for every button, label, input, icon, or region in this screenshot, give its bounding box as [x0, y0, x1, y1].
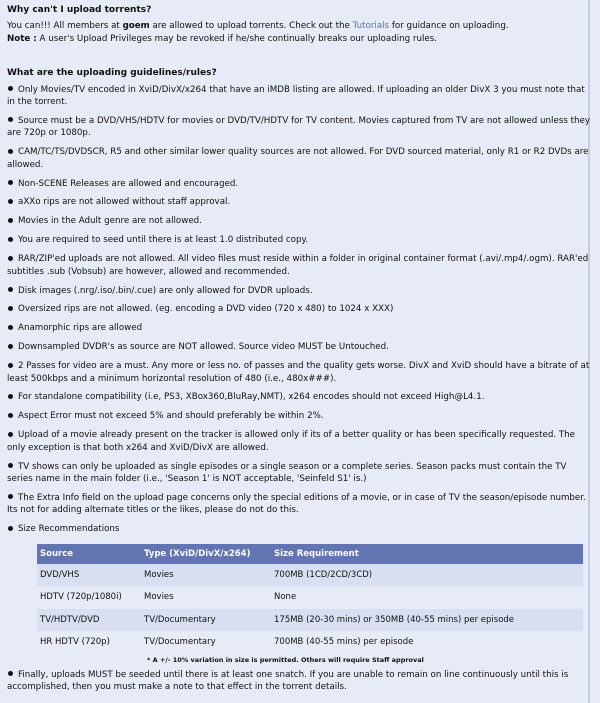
- rule-item: [7, 303, 593, 315]
- rule-item: [7, 410, 593, 422]
- rule-item: [7, 178, 593, 190]
- table-cell: TV/Documentary: [141, 631, 271, 653]
- rule-text: For standalone compatibility (i.e, PS3, XBox360,BluRay,NMT), x264 encodes should not exceed High@L4.1.: [18, 392, 485, 403]
- note-text: A user's Upload Privileges may be revoked if he/she continually breaks our uploading rules.: [36, 33, 438, 44]
- rule-text: Oversized rips are not allowed. (eg. encoding a DVD video (720 x 480) to 1024 x XXX): [18, 304, 394, 315]
- bullet-icon: [8, 306, 13, 311]
- answer-text: for guidance on uploading.: [389, 21, 509, 32]
- rule-text: Anamorphic rips are allowed: [18, 323, 143, 334]
- rule-item: [7, 322, 593, 334]
- rule-text: Source must be a DVD/VHS/HDTV for movies or DVD/TV/HDTV for TV content. Movies captured from TV are not allowed unless they are 720p or 1080p.: [7, 115, 591, 139]
- bullet-icon: [8, 363, 13, 368]
- bullet-icon: [8, 394, 13, 399]
- rule-item: [7, 341, 593, 353]
- final-rule-list: [7, 669, 593, 694]
- rule-text: CAM/TC/TS/DVDSCR, R5 and other similar lower quality sources are not allowed. For DVD sourced material, only R1 or R2 DVDs are allowed.: [7, 147, 589, 170]
- rule-text: You are required to seed until there is at least 1.0 distributed copy.: [18, 235, 309, 246]
- bullet-icon: [8, 86, 13, 91]
- table-cell: TV/HDTV/DVD: [37, 609, 141, 631]
- rule-item: [7, 523, 593, 535]
- rule-text: RAR/ZIP'ed uploads are not allowed. All video files must reside within a folder in original container format (.avi/.mp4/.ogm). RAR'ed subtitles .sub (Vobsub) are however, allowed and recommended.: [7, 254, 589, 277]
- bullet-icon: [8, 463, 13, 468]
- rule-item: [7, 253, 593, 278]
- rule-item: [7, 461, 593, 486]
- rule-text: Aspect Error must not exceed 5% and should preferably be within 2%.: [18, 411, 324, 422]
- table-row: [37, 564, 583, 586]
- table-cell: Movies: [141, 564, 271, 586]
- table-row: [37, 609, 583, 631]
- size-variation-note: * A +/- 10% variation in size is permitted. Others will require Staff approval: [147, 655, 424, 664]
- rule-item: [7, 196, 593, 208]
- table-header-row: [37, 544, 583, 564]
- table-cell: DVD/VHS: [37, 564, 141, 586]
- rule-item: [7, 492, 593, 517]
- bullet-icon: [8, 256, 13, 261]
- answer-text: are allowed to upload torrents. Check out the: [149, 21, 353, 32]
- rules-list: [7, 84, 593, 536]
- rule-text: Downsampled DVDR's as source are NOT allowed. Source video MUST be Untouched.: [18, 342, 389, 353]
- bullet-icon: [8, 671, 13, 676]
- bullet-icon: [8, 218, 13, 223]
- rule-item: [7, 84, 593, 109]
- bullet-icon: [8, 180, 13, 185]
- rule-text: aXXo rips are not allowed without staff approval.: [18, 197, 231, 208]
- size-recommendations-table: [37, 544, 583, 654]
- table-cell: TV/Documentary: [141, 609, 271, 631]
- bullet-icon: [8, 344, 13, 349]
- rule-text: Only Movies/TV encoded in XviD/DivX/x264 that have an iMDB listing are allowed. If uploading an older DivX 3 you must note that in the torrent.: [7, 84, 585, 108]
- bullet-icon: [8, 413, 13, 418]
- bullet-icon: [8, 117, 13, 122]
- table-cell: 700MB (1CD/2CD/3CD): [271, 564, 583, 586]
- site-name: goem: [122, 21, 150, 32]
- table-row: [37, 586, 583, 608]
- bullet-icon: [8, 149, 13, 154]
- rule-item: [7, 285, 593, 297]
- rule-item: [7, 234, 593, 246]
- rule-text: Size Recommendations: [18, 524, 120, 535]
- rule-item: [7, 360, 593, 385]
- table-cell: None: [271, 586, 583, 608]
- column-header: Source: [37, 544, 141, 564]
- column-header: Size Requirement: [271, 544, 583, 564]
- faq-heading-rules: What are the uploading guidelines/rules?: [7, 68, 217, 79]
- bullet-icon: [8, 494, 13, 499]
- bullet-icon: [8, 325, 13, 330]
- column-header: Type (XviD/DivX/x264): [141, 544, 271, 564]
- rule-text: Non-SCENE Releases are allowed and encouraged.: [18, 178, 239, 189]
- rule-text: The Extra Info field on the upload page concerns only the special editions of a movie, or in case of TV the season/episode number. Its not for adding alternate titles or the likes, please do not do this.: [7, 492, 586, 516]
- table-cell: Movies: [141, 586, 271, 608]
- rule-item: [7, 391, 593, 403]
- rule-item: [7, 669, 593, 694]
- table-row: [37, 631, 583, 653]
- answer-text: You can!!! All members at: [7, 21, 123, 32]
- table-cell: 700MB (40-55 mins) per episode: [271, 631, 583, 653]
- rule-text: Finally, uploads MUST be seeded until there is at least one snatch. If you are unable to remain on line continuously until this is accomplished, then you must make a note to that effect in the torrent details.: [7, 669, 569, 693]
- bullet-icon: [8, 432, 13, 437]
- bullet-icon: [8, 237, 13, 242]
- table-cell: HDTV (720p/1080i): [37, 586, 141, 608]
- table-cell: HR HDTV (720p): [37, 631, 141, 653]
- rule-item: [7, 215, 593, 227]
- rule-text: Disk images (.nrg/.iso/.bin/.cue) are only allowed for DVDR uploads.: [18, 285, 313, 296]
- note-label: Note :: [7, 33, 37, 44]
- tutorials-link[interactable]: Tutorials: [352, 21, 390, 32]
- rule-item: [7, 146, 593, 171]
- faq-heading-upload: Why can't I upload torrents?: [7, 5, 152, 15]
- faq-answer-upload: [7, 20, 593, 45]
- bullet-icon: [8, 287, 13, 292]
- rule-text: 2 Passes for video are a must. Any more or less no. of passes and the quality gets worse. DivX and XviD should have a bitrate of at least 500kbps and a minimum horizontal resolution of 480 (i.e., 480x###).: [7, 361, 590, 384]
- table-cell: 175MB (20-30 mins) or 350MB (40-55 mins) per episode: [271, 609, 583, 631]
- rule-item: [7, 115, 593, 140]
- bullet-icon: [8, 526, 13, 531]
- bullet-icon: [8, 199, 13, 204]
- rule-text: Movies in the Adult genre are not allowed.: [18, 216, 202, 227]
- rule-item: [7, 429, 593, 454]
- rule-text: Upload of a movie already present on the tracker is allowed only if its of a better quality or has been specifically requested. The only exception is that both x264 and XviD/DivX are allowed.: [7, 430, 576, 453]
- rule-text: TV shows can only be uploaded as single episodes or a single season or a complete series. Season packs must contain the TV series name in the main folder (i.e., 'Season 1' is NOT acceptable, 'Seinfeld S1' is.): [7, 461, 567, 484]
